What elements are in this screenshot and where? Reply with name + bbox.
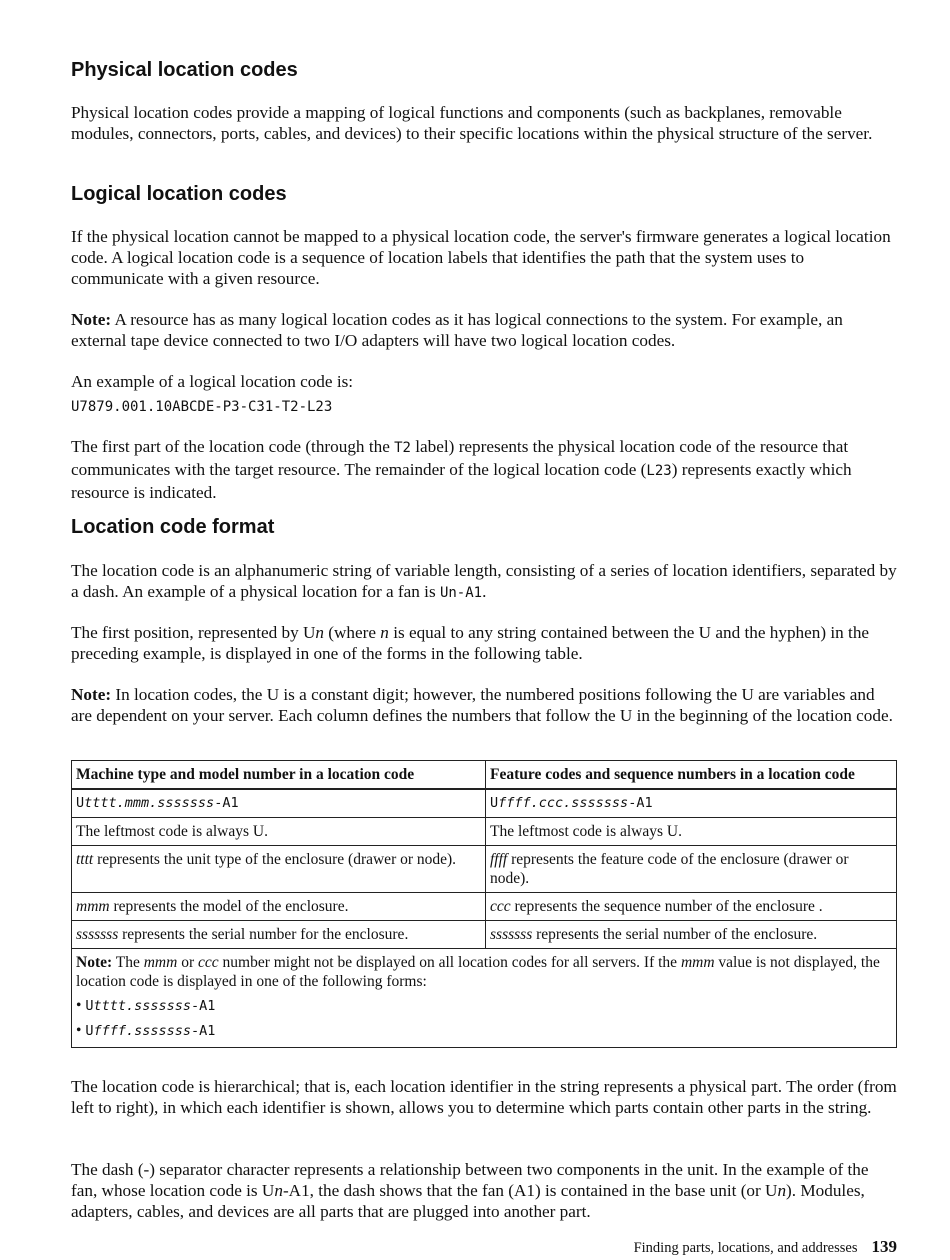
note-bullet <box>76 1021 891 1041</box>
note-text: In location codes, the U is a constant digit; however, the numbered positions following the U are variables and are dependent on your server. Each column defines the numbers that follow the U in the beginning of the location code. <box>71 685 893 725</box>
note-label: Note: <box>71 685 112 704</box>
note-text: or <box>177 954 198 971</box>
table-cell-left <box>72 846 486 893</box>
bullet-suffix: -A1 <box>191 1023 216 1039</box>
explain-text-3: ) represents exactly which resource is indicated. <box>71 460 852 502</box>
table-row <box>72 846 897 893</box>
cell-italic: ffff <box>490 851 508 868</box>
cell-text: The leftmost code is always U. <box>490 823 682 840</box>
first-pos-n: n <box>315 623 324 642</box>
format-italic: ffff.ccc.sssssss <box>498 795 629 811</box>
table-row <box>72 818 897 846</box>
cell-italic: sssssss <box>490 926 533 943</box>
note-text: value is not displayed, the location code is displayed in one of the following forms: <box>76 954 880 990</box>
heading-physical-location-codes: Physical location codes <box>71 59 298 81</box>
paragraph-logical-intro: If the physical location cannot be mapped to a physical location code, the server's firmware generates a logical location code. A logical location code is a sequence of location labels that identifies the path that the system uses to communicate with a given resource. <box>71 227 891 288</box>
bullet-italic: tttt.sssssss <box>93 998 191 1014</box>
paragraph-logical-explain <box>71 436 897 503</box>
cell-text: represents the serial number for the enclosure. <box>118 926 409 943</box>
note-label: Note: <box>71 310 112 329</box>
example-intro: An example of a logical location code is: <box>71 372 354 391</box>
paragraph-dash-separator <box>71 1159 897 1222</box>
cell-italic: ccc <box>490 898 511 915</box>
format-text-1: The location code is an alphanumeric string of variable length, consisting of a series of location identifiers, separated by a dash. An example of a physical location for a fan is <box>71 561 897 601</box>
table-cell-right <box>486 846 897 893</box>
table-row <box>72 893 897 921</box>
cell-text: represents the sequence number of the enclosure . <box>510 898 823 915</box>
explain-text-2: label) represents the physical location code of the resource that communicates with the target resource. The remainder of the logical location code ( <box>71 437 849 479</box>
bullet-prefix: U <box>85 998 94 1014</box>
table-header-machine-type: Machine type and model number in a location code <box>72 761 486 790</box>
dash-text-3: ). Modules, adapters, cables, and devices are all parts that are plugged into another part. <box>71 1181 865 1221</box>
explain-code-l23: L23 <box>646 463 672 479</box>
table-note-row <box>72 949 897 1048</box>
dash-text-2: -A1, the dash shows that the fan (A1) is contained in the base unit (or U <box>282 1181 778 1200</box>
table-row-format <box>72 789 897 818</box>
page-footer <box>71 1237 897 1257</box>
table-row <box>72 921 897 949</box>
note-format <box>71 684 897 726</box>
paragraph-physical-intro: Physical location codes provide a mapping of logical functions and components (such as backplanes, removable modules, connectors, ports, cables, and devices) to their specific locations within the physical structure of the server. <box>71 103 873 143</box>
cell-italic: mmm <box>76 898 110 915</box>
cell-text: represents the feature code of the enclosure (drawer or node). <box>490 851 849 887</box>
note-logical <box>71 309 897 351</box>
format-prefix: U <box>490 795 499 811</box>
page-number: 139 <box>871 1237 897 1256</box>
first-pos-text-1: The first position, represented by U <box>71 623 316 642</box>
table-cell-right <box>486 921 897 949</box>
dash-n: n <box>274 1181 283 1200</box>
format-code-fan: Un-A1 <box>439 585 483 601</box>
paragraph-first-position <box>71 622 897 664</box>
note-label: Note: <box>76 954 113 971</box>
table-cell-left <box>72 818 486 846</box>
location-code-table <box>71 760 897 1048</box>
cell-italic: sssssss <box>76 926 119 943</box>
explain-code-t2: T2 <box>394 440 411 456</box>
bullet-suffix: -A1 <box>191 998 216 1014</box>
dash-text-1: The dash (-) separator character represents a relationship between two components in the unit. In the example of the fan, whose location code is U <box>71 1160 869 1200</box>
table-cell-format-right <box>486 789 897 818</box>
table-cell-left <box>72 921 486 949</box>
cell-italic: tttt <box>76 851 94 868</box>
explain-text-1: The first part of the location code (through the <box>71 437 395 456</box>
cell-text: represents the model of the enclosure. <box>109 898 349 915</box>
dash-n2: n <box>777 1181 787 1200</box>
first-pos-n2: n <box>380 623 389 642</box>
example-logical-code: U7879.001.10ABCDE-P3-C31-T2-L23 <box>71 399 333 415</box>
format-suffix: -A1 <box>214 795 239 811</box>
note-text: The <box>112 954 144 971</box>
cell-text: The leftmost code is always U. <box>76 823 268 840</box>
note-bullet <box>76 996 891 1016</box>
paragraph-hierarchy: The location code is hierarchical; that is, each location identifier in the string represents a physical part. The order (from left to right), in which each identifier is shown, allows you to determine which parts contain other parts in the string. <box>71 1077 897 1117</box>
first-pos-text-3: is equal to any string contained between the U and the hyphen) in the preceding example, is displayed in one of the forms in the following table. <box>71 623 870 663</box>
format-prefix: U <box>76 795 85 811</box>
format-text-2: . <box>482 582 487 601</box>
bullet-icon: • <box>76 1022 86 1039</box>
cell-text: represents the unit type of the enclosure (drawer or node). <box>93 851 457 868</box>
bullet-prefix: U <box>85 1023 94 1039</box>
note-italic: ccc <box>198 954 219 971</box>
first-pos-text-2: (where <box>323 623 381 642</box>
table-cell-left <box>72 893 486 921</box>
cell-text: represents the serial number of the enclosure. <box>532 926 818 943</box>
note-italic: mmm <box>680 954 715 971</box>
table-cell-format-left <box>72 789 486 818</box>
table-cell-right <box>486 893 897 921</box>
note-text: number might not be displayed on all location codes for all servers. If the <box>218 954 681 971</box>
note-text: A resource has as many logical location codes as it has logical connections to the system. For example, an external tape device connected to two I/O adapters will have two logical location codes. <box>71 310 843 350</box>
heading-logical-location-codes: Logical location codes <box>71 183 287 205</box>
table-note-cell <box>72 949 897 1048</box>
format-suffix: -A1 <box>628 795 653 811</box>
table-header-row <box>72 761 897 790</box>
heading-location-code-format: Location code format <box>71 516 275 538</box>
table-cell-right <box>486 818 897 846</box>
footer-title: Finding parts, locations, and addresses <box>633 1240 858 1256</box>
format-italic: tttt.mmm.sssssss <box>84 795 215 811</box>
paragraph-format-intro <box>71 560 897 604</box>
table-header-feature-codes: Feature codes and sequence numbers in a location code <box>486 761 897 790</box>
note-italic: mmm <box>143 954 178 971</box>
bullet-icon: • <box>76 997 86 1014</box>
bullet-italic: ffff.sssssss <box>93 1023 191 1039</box>
